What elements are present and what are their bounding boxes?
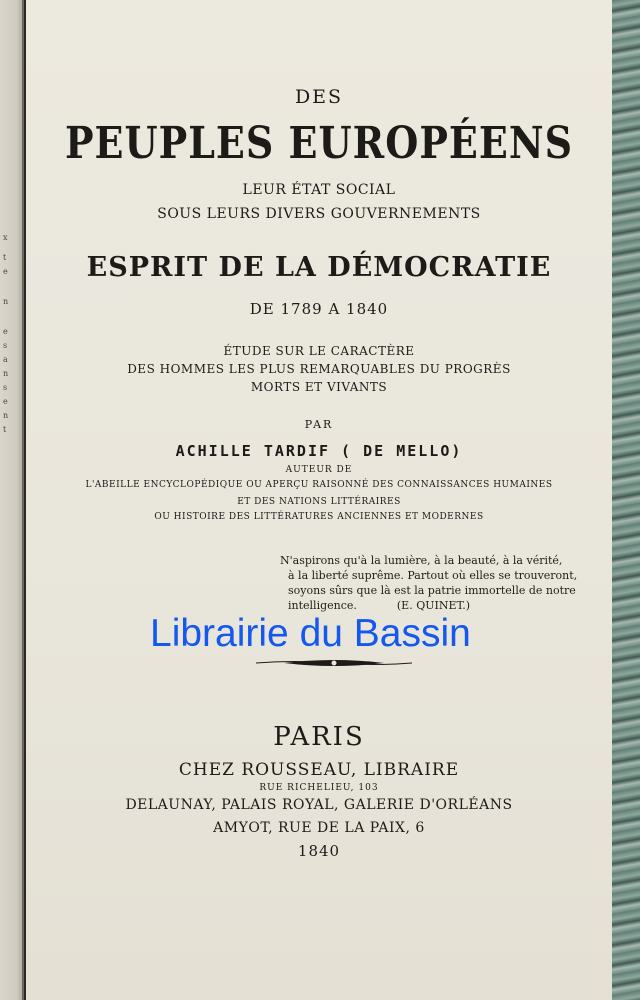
facing-page-fragment: t xyxy=(3,253,7,262)
bookseller-watermark: Librairie du Bassin xyxy=(150,612,471,655)
subtitle-line-2: SOUS LEURS DIVERS GOUVERNEMENTS xyxy=(157,206,481,222)
prior-work-2: ET DES NATIONS LITTÉRAIRES xyxy=(237,497,401,507)
epigraph-attribution: (E. QUINET.) xyxy=(396,599,471,612)
facing-page-fragment: x xyxy=(3,233,8,242)
facing-page-fragment: t xyxy=(3,425,7,434)
epigraph-line-4-text: intelligence. xyxy=(288,599,357,612)
facing-page-fragment: s xyxy=(3,341,8,350)
epigraph xyxy=(280,553,580,613)
study-line-3: MORTS ET VIVANTS xyxy=(250,380,388,394)
facing-page-edge xyxy=(0,0,24,1000)
imprint-seller-2: AMYOT, RUE DE LA PAIX, 6 xyxy=(213,820,425,836)
study-line-2: DES HOMMES LES PLUS REMARQUABLES DU PROGRÈS xyxy=(127,362,511,376)
facing-page-fragment: e xyxy=(3,327,8,336)
epigraph-line-3: soyons sûrs que là est la patrie immortelle de notre xyxy=(288,584,576,597)
date-range: DE 1789 A 1840 xyxy=(249,300,389,318)
epigraph-line-4 xyxy=(280,598,580,613)
imprint-city: PARIS xyxy=(273,722,365,752)
facing-page-fragment: e xyxy=(3,397,8,406)
title-page xyxy=(26,0,612,1000)
epigraph-line-1: N'aspirons qu'à la lumière, à la beauté, à la vérité, xyxy=(280,554,563,567)
second-title: ESPRIT DE LA DÉMOCRATIE xyxy=(86,252,552,283)
main-title: PEUPLES EUROPÉENS xyxy=(64,116,574,169)
by-label: PAR xyxy=(304,418,334,431)
prior-work-1: L'ABEILLE ENCYCLOPÉDIQUE OU APERÇU RAISONNÉ DES CONNAISSANCES HUMAINES xyxy=(85,480,553,490)
ornament-rule-icon xyxy=(254,656,414,670)
imprint-year: 1840 xyxy=(297,842,341,860)
prior-work-3: OU HISTOIRE DES LITTÉRATURES ANCIENNES ET MODERNES xyxy=(154,512,484,522)
title-des: DES xyxy=(294,86,344,108)
author-role: AUTEUR DE xyxy=(285,465,353,475)
imprint-seller-1: DELAUNAY, PALAIS ROYAL, GALERIE D'ORLÉANS xyxy=(125,797,513,813)
facing-page-fragment: a xyxy=(3,355,8,364)
facing-page-fragment: n xyxy=(3,411,9,420)
study-line-1: ÉTUDE SUR LE CARACTÈRE xyxy=(223,344,415,358)
facing-page-fragment: n xyxy=(3,369,9,378)
imprint-publisher-address: RUE RICHELIEU, 103 xyxy=(259,783,379,793)
imprint-publisher: CHEZ ROUSSEAU, LIBRAIRE xyxy=(178,760,460,780)
facing-page-fragment: n xyxy=(3,297,9,306)
epigraph-line-2: à la liberté suprême. Partout où elles se trouveront, xyxy=(288,569,578,582)
facing-page-fragment: s xyxy=(3,383,8,392)
author-name: ACHILLE TARDIF ( DE MELLO) xyxy=(175,442,463,460)
facing-page-fragment: e xyxy=(3,267,8,276)
subtitle-line-1: LEUR ÉTAT SOCIAL xyxy=(242,182,396,198)
marbled-cover xyxy=(612,0,640,1000)
